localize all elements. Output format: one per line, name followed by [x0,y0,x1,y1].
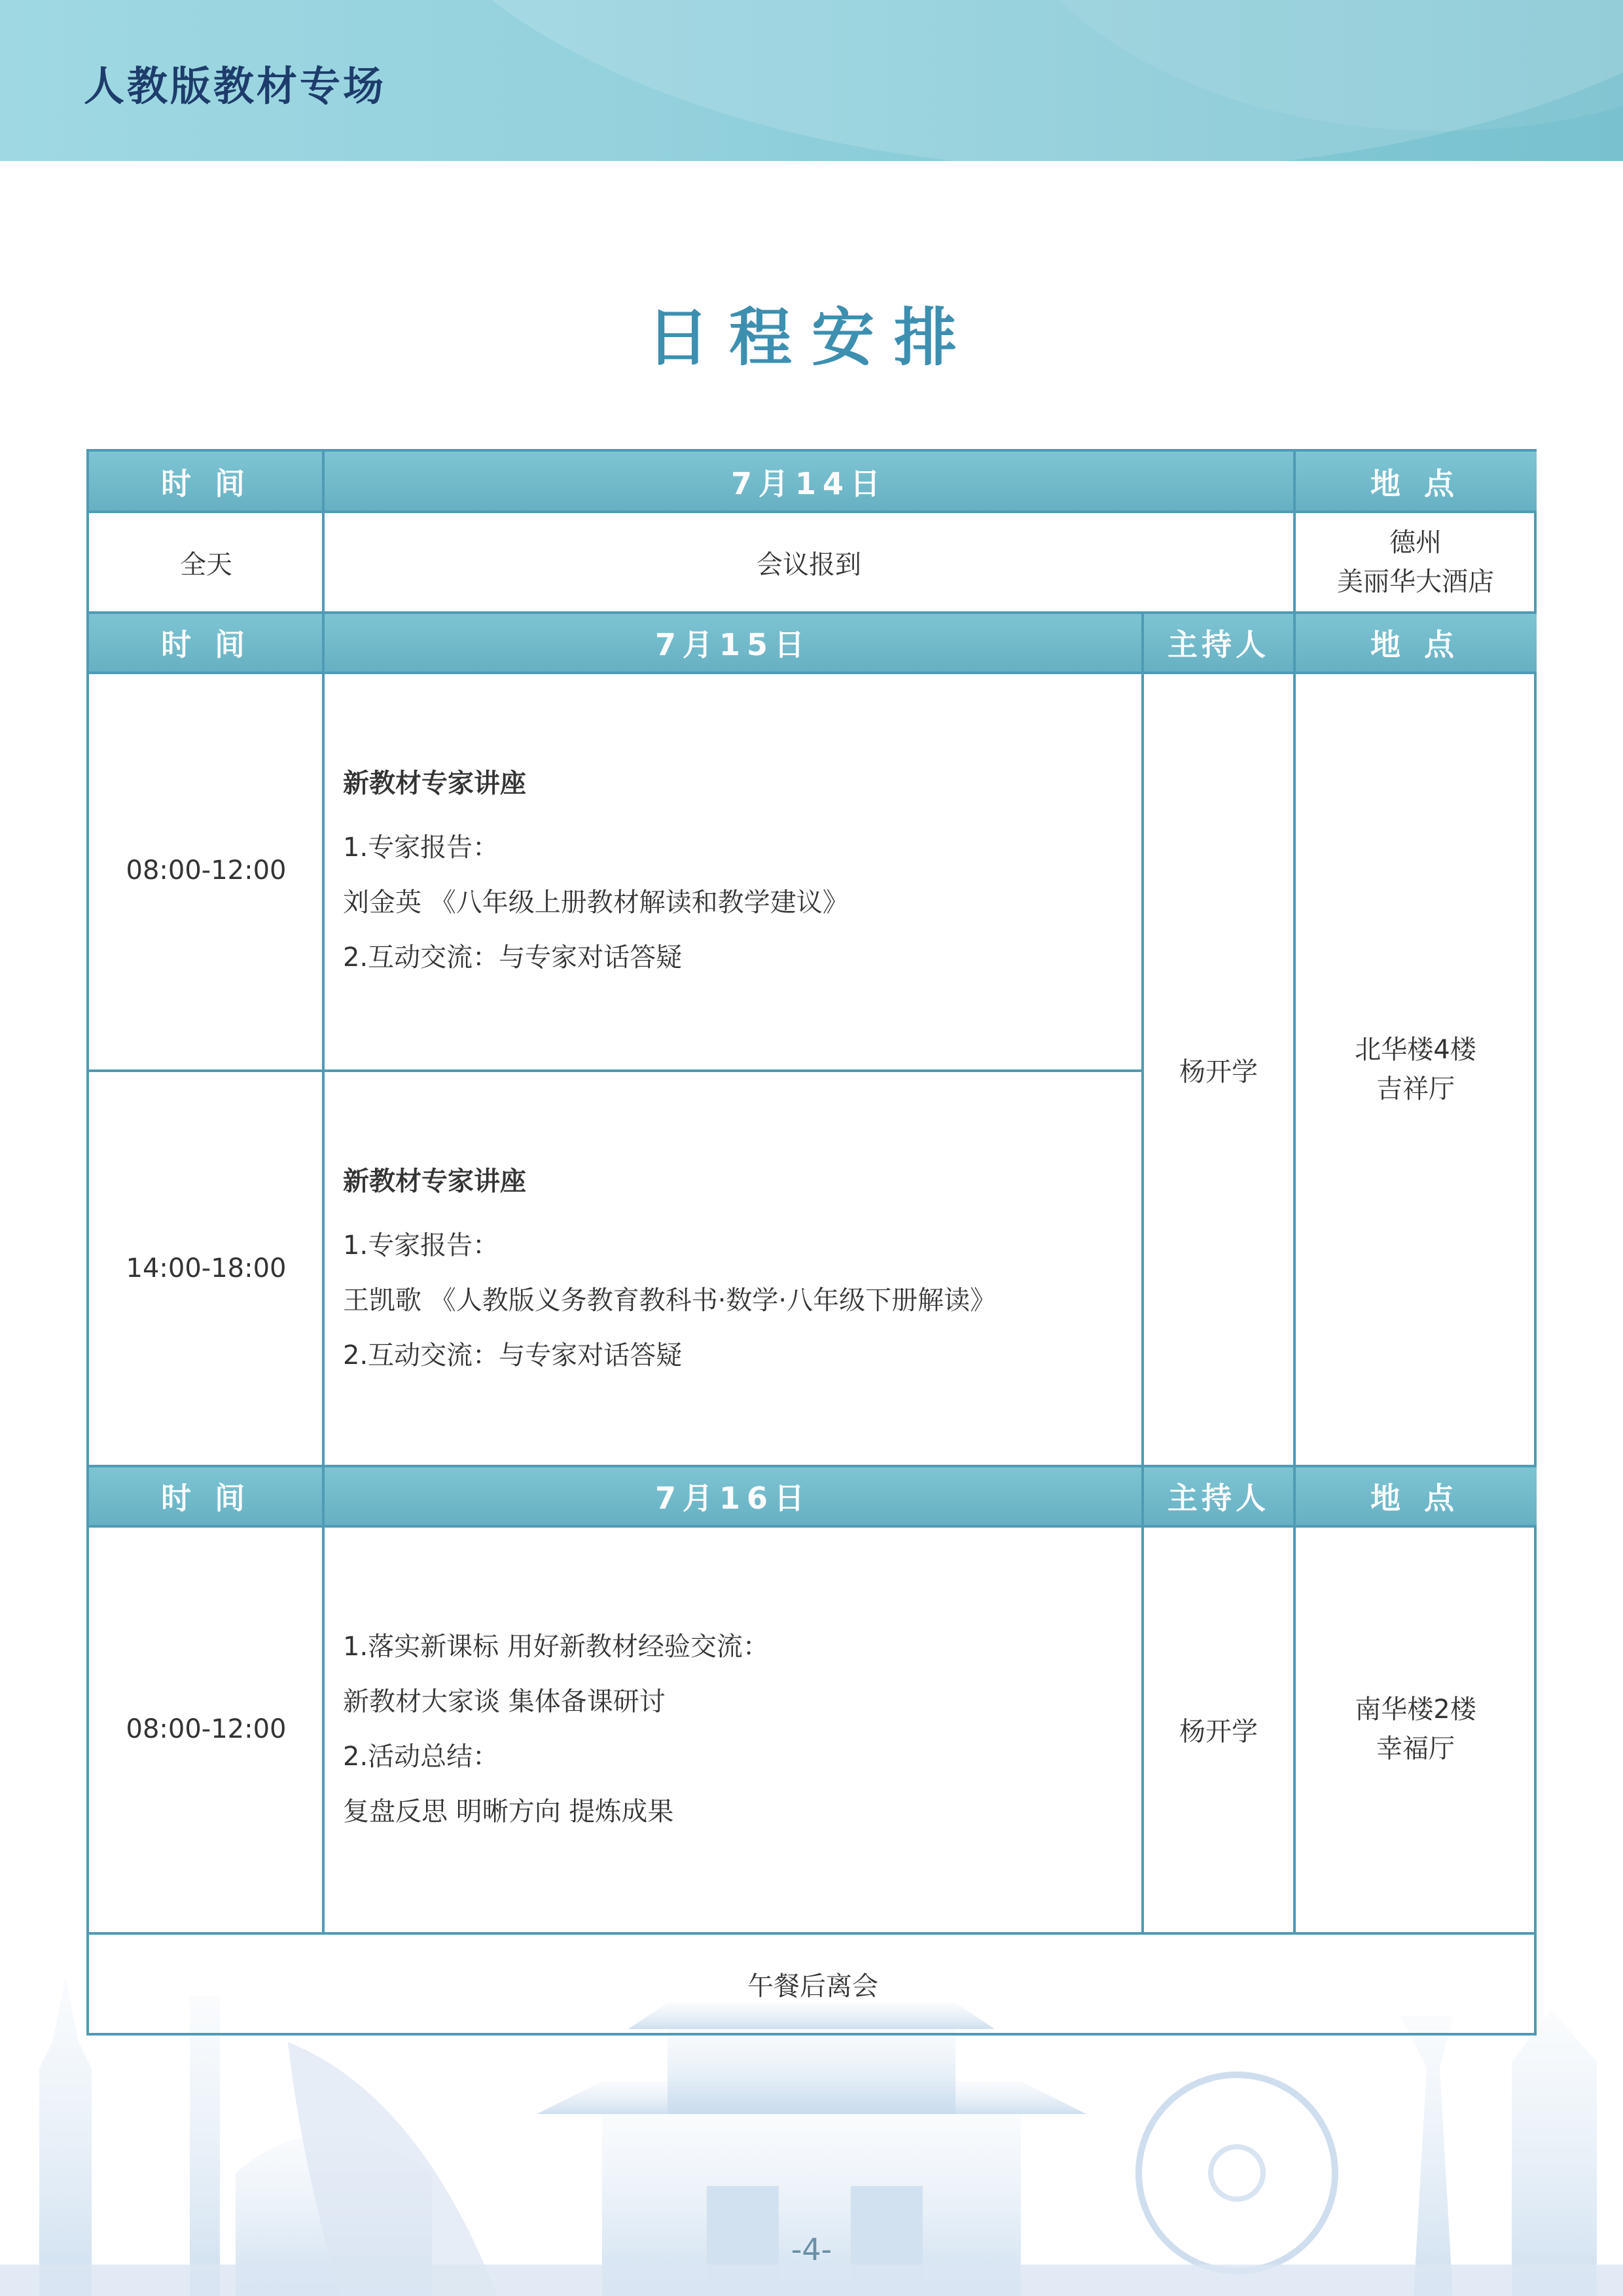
table-line [89,1525,1537,1528]
day2-place [1294,673,1537,1466]
table-line [89,611,1537,614]
day2-session1-agenda [343,673,1128,1068]
header-place-1: 地 点 [1294,452,1537,512]
header-host-3: 主持人 [1143,1466,1294,1526]
day2-session1-line2: 刘金英 《八年级上册教材解读和教学建议》 [343,888,849,918]
day2-session2-line3: 2.互动交流：与专家对话答疑 [343,1340,683,1371]
table-line [1141,613,1144,1933]
table-line [89,511,1537,513]
header-title: 人教版教材专场 [84,62,387,110]
day3-session-line4: 复盘反思 明晰方向 提炼成果 [343,1797,674,1827]
day2-place-line2: 吉祥厅 [1376,1074,1455,1104]
schedule-table [86,449,1537,2036]
day2-place-line1: 北华楼4楼 [1355,1035,1476,1065]
day3-place [1294,1526,1537,1932]
day2-session1-title: 新教材专家讲座 [343,768,526,798]
page-title: 日程安排 [647,301,976,374]
day2-session2-agenda [343,1071,1128,1466]
day3-place-line2: 幸福厅 [1376,1734,1455,1764]
table-line [89,1069,1143,1072]
table-line [322,452,325,1933]
header-place-3: 地 点 [1294,1466,1537,1526]
header-time-2: 时 间 [89,613,323,673]
day1-place [1294,512,1537,613]
day1-activity: 会议报到 [757,549,861,580]
header-time-3: 时 间 [89,1466,323,1526]
table-line [1293,452,1296,1933]
table-line [89,1465,1537,1467]
header-date-0714: 7月14日 [323,452,1294,512]
page-number: -4- [791,2232,832,2267]
header-band [0,0,1623,161]
day1-place-line1: 德州 [1389,528,1442,558]
day3-place-line1: 南华楼2楼 [1355,1695,1476,1725]
day3-session-time: 08:00-12:00 [126,1714,287,1744]
day2-session1-line1: 1.专家报告： [343,833,499,863]
header-date-0715: 7月15日 [323,613,1143,673]
day3-session-line1: 1.落实新课标 用好新教材经验交流： [343,1632,769,1662]
day2-session2-line1: 1.专家报告： [343,1230,499,1261]
day2-session2-time: 14:00-18:00 [126,1253,287,1283]
header-time-1: 时 间 [89,452,323,512]
day3-session-line2: 新教材大家谈 集体备课研讨 [343,1687,666,1717]
day3-session-line3: 2.活动总结： [343,1742,499,1772]
day2-session2-line2: 王凯歌 《人教版义务教育教科书·数学·八年级下册解读》 [343,1285,997,1316]
day2-session1-time: 08:00-12:00 [126,855,287,886]
header-date-0716: 7月16日 [323,1466,1143,1526]
header-place-2: 地 点 [1294,613,1537,673]
day3-host: 杨开学 [1179,1716,1258,1747]
day1-time: 全天 [180,549,232,580]
day3-session-agenda [343,1526,1128,1932]
table-line [89,672,1537,674]
table-line [89,1932,1537,1935]
day2-session1-line3: 2.互动交流：与专家对话答疑 [343,942,683,973]
day2-session2-title: 新教材专家讲座 [343,1166,526,1196]
day1-place-line2: 美丽华大酒店 [1337,567,1494,597]
closing-note: 午餐后离会 [747,1971,878,2001]
header-host-2: 主持人 [1143,613,1294,673]
day2-host: 杨开学 [1179,1056,1258,1087]
